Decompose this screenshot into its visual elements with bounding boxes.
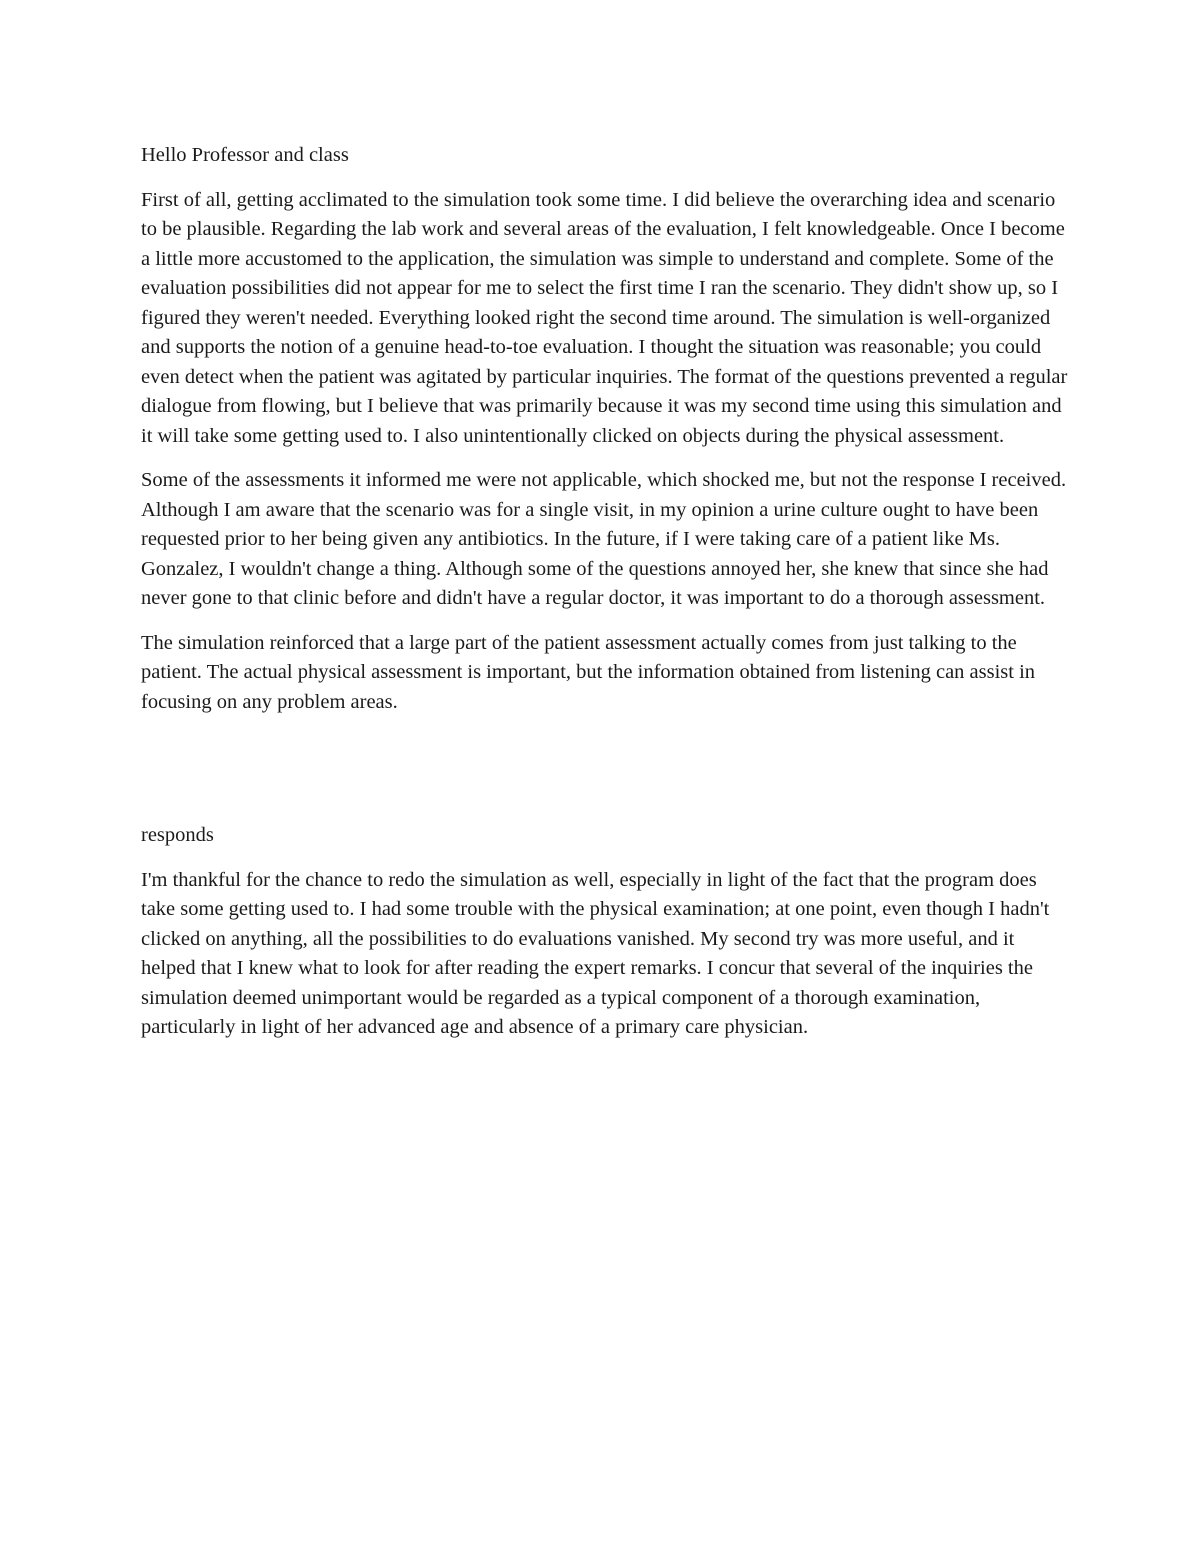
response-paragraph: I'm thankful for the chance to redo the simulation as well, especially in light of the fact that the program does take some getting used to. I had some trouble with the physical examination; at one point, even though I hadn't clicked on anything, all the possibilities to do evaluations vanished. My second try was more useful, and it helped that I knew what to look for after reading the expert remarks. I concur that several of the inquiries the simulation deemed unimportant would be regarded as a typical component of a thorough examination, particularly in light of her advanced age and absence of a primary care physician. [141, 868, 1050, 1038]
response-heading: responds [141, 824, 214, 846]
body-paragraph-2: Some of the assessments it informed me were not applicable, which shocked me, but not the response I received. Although I am aware that the scenario was for a single visit, in my opinion a urine culture ought to have been requested prior to her being given any antibiotics. In the future, if I were taking care of a patient like Ms. Gonzalez, I wouldn't change a thing. Although some of the questions annoyed her, she knew that since she had never gone to that clinic before and didn't have a regular doctor, it was important to do a thorough assessment. [141, 469, 1067, 609]
greeting-line: Hello Professor and class [141, 144, 349, 166]
blank-space [141, 732, 1071, 821]
document-body [141, 141, 1071, 1058]
body-paragraph-3: The simulation reinforced that a large part of the patient assessment actually comes from just talking to the patient. The actual physical assessment is important, but the information obtained from listening can assist in focusing on any problem areas. [141, 631, 1036, 713]
body-paragraph-1: First of all, getting acclimated to the simulation took some time. I did believe the overarching idea and scenario to be plausible. Regarding the lab work and several areas of the evaluation, I felt knowledgeable. Once I become a little more accustomed to the application, the simulation was simple to understand and complete. Some of the evaluation possibilities did not appear for me to select the first time I ran the scenario. They didn't show up, so I figured they weren't needed. Everything looked right the second time around. The simulation is well-organized and supports the notion of a genuine head-to-toe evaluation. I thought the situation was reasonable; you could even detect when the patient was agitated by particular inquiries. The format of the questions prevented a regular dialogue from flowing, but I believe that was primarily because it was my second time using this simulation and it will take some getting used to. I also unintentionally clicked on objects during the physical assessment. [141, 188, 1068, 447]
